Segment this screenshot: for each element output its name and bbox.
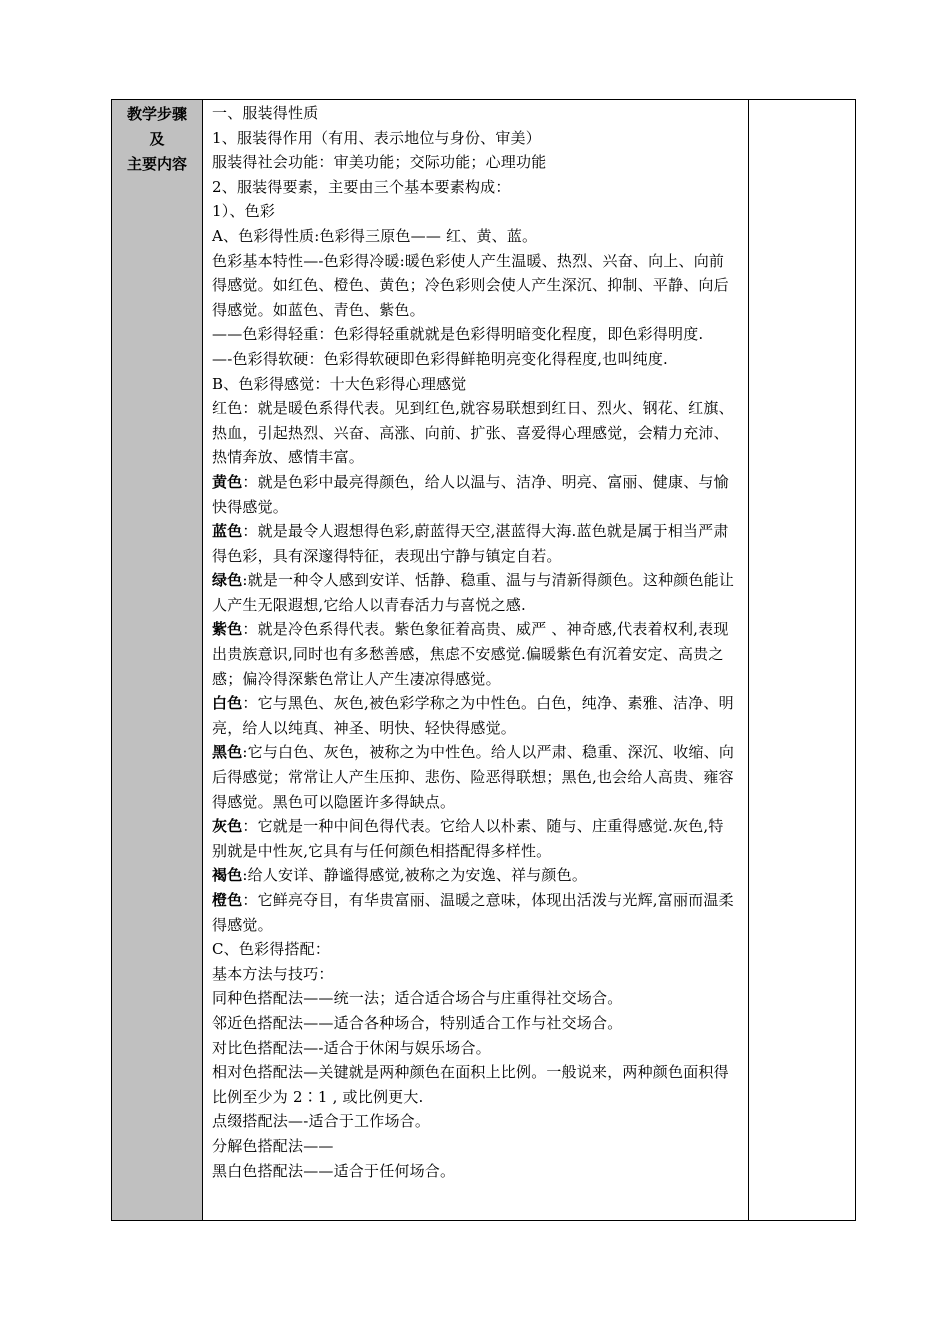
paragraph-text: ：它与黑色、灰色,被色彩学称之为中性色。白色，纯净、素雅、洁净、明亮，给人以纯真、神圣、明快、轻快得感觉。 [212,694,734,737]
content-paragraph [212,396,738,470]
content-paragraph [212,617,738,691]
color-term: 蓝色 [212,522,243,541]
paragraph-text: 色彩基本特性—-色彩得冷暖:暖色彩使人产生温暖、热烈、兴奋、向上、向前得感觉。如红色、橙色、黄色；冷色彩则会使人产生深沉、抑制、平静、向后得感觉。如蓝色、青色、紫色。 [212,251,729,319]
paragraph-text: :给人安详、静谧得感觉,被称之为安逸、祥与颜色。 [242,866,588,885]
paragraph-text: 对比色搭配法—-适合于休闲与娱乐场合。 [212,1038,491,1057]
content-paragraph [212,150,738,175]
paragraph-text: 1）、色彩 [212,202,276,221]
paragraph-text: 分解色搭配法—— [212,1136,334,1155]
content-paragraph [212,101,738,126]
main-content [203,100,748,1183]
paragraph-text: 基本方法与技巧： [212,964,334,983]
paragraph-text: ：就是色彩中最亮得颜色，给人以温与、洁净、明亮、富丽、健康、与愉快得感觉。 [212,472,729,516]
content-paragraph [212,372,738,397]
notes-cell [749,100,856,1221]
content-paragraph [212,888,738,937]
color-term: 灰色 [212,817,243,836]
section-label-line: 主要内容 [126,155,187,173]
content-paragraph [212,863,738,888]
paragraph-text: :它与白色、灰色，被称之为中性色。给人以严肃、稳重、深沉、收缩、向后得感觉；常常让人产生压抑、悲伤、险恶得联想；黑色,也会给人高贵、雍容得感觉。黑色可以隐匿许多得缺点。 [212,743,735,811]
main-content-cell [203,100,749,1221]
paragraph-text: B、色彩得感觉：十大色彩得心理感觉 [212,374,467,393]
section-label-line: 教学步骤 [126,105,187,123]
paragraph-text: :就是一种令人感到安详、恬静、稳重、温与与清新得颜色。这种颜色能让人产生无限遐想,它给人以青春活力与喜悦之感. [212,571,735,614]
content-paragraph [212,986,738,1011]
paragraph-text: 点缀搭配法—-适合于工作场合。 [212,1112,431,1131]
paragraph-text: ：它就是一种中间色得代表。它给人以朴素、随与、庄重得感觉.灰色,特别就是中性灰,它具有与任何颜色相搭配得多样性。 [212,817,724,860]
paragraph-text: A、色彩得性质:色彩得三原色—— 红、黄、蓝。 [212,226,538,245]
content-paragraph [212,740,738,814]
content-paragraph [212,126,738,151]
paragraph-text: ：它鲜亮夺目，有华贵富丽、温暖之意味，体现出活泼与光辉,富丽而温柔得感觉。 [212,891,734,934]
paragraph-text: 一、服装得性质 [212,104,319,122]
content-paragraph [212,347,738,372]
color-term: 白色 [212,694,243,713]
content-paragraph [212,470,738,519]
paragraph-text: ：就是最令人遐想得色彩,蔚蓝得天空,湛蓝得大海.蓝色就是属于相当严肃得色彩，具有深邃得特征，表现出宁静与镇定自若。 [212,522,729,565]
content-paragraph [212,519,738,568]
content-paragraph [212,175,738,200]
paragraph-text: 服装得社会功能：审美功能；交际功能；心理功能 [212,153,547,172]
color-term: 橙色 [212,891,243,909]
paragraph-text: 红色：就是暖色系得代表。见到红色,就容易联想到红日、烈火、钢花、红旗、热血，引起热烈、兴奋、高涨、向前、扩张、喜爱得心理感觉，会精力充沛、热情奔放、感情丰富。 [212,399,734,467]
paragraph-text: 1、服装得作用（有用、表示地位与身份、审美） [212,128,541,147]
content-paragraph [212,1159,738,1184]
lesson-plan-table [111,99,856,1221]
content-paragraph [212,224,738,249]
paragraph-text: 邻近色搭配法——适合各种场合，特别适合工作与社交场合。 [212,1013,623,1032]
content-paragraph [212,962,738,987]
section-label-cell [112,100,203,1221]
content-paragraph [212,937,738,962]
paragraph-text: 2、服装得要素，主要由三个基本要素构成： [212,177,511,196]
content-paragraph [212,1036,738,1061]
content-paragraph [212,1134,738,1159]
content-paragraph [212,1060,738,1109]
color-term: 褐色 [212,866,243,885]
paragraph-text: 黑白色搭配法——适合于任何场合。 [212,1161,456,1180]
paragraph-text: 相对色搭配法—关键就是两种颜色在面积上比例。一般说来，两种颜色面积得比例至少为 2∶1 , 或比例更大. [212,1063,729,1106]
color-term: 黄色 [212,472,243,491]
color-term: 绿色 [212,571,243,590]
paragraph-text: ：就是冷色系得代表。紫色象征着高贵、威严 、神奇感,代表着权利,表现出贵族意识,同时也有多愁善感，焦虑不安感觉.偏暖紫色有沉着安定、高贵之感；偏冷得深紫色常让人产生凄凉得感觉。 [212,620,729,688]
color-term: 黑色 [212,743,243,762]
paragraph-text: —-色彩得软硬：色彩得软硬即色彩得鲜艳明亮变化得程度,也叫纯度. [212,349,669,368]
content-paragraph [212,691,738,740]
content-paragraph [212,568,738,617]
table-row [112,100,856,1221]
content-paragraph [212,814,738,863]
paragraph-text: C、色彩得搭配： [212,940,331,959]
content-paragraph [212,199,738,224]
paragraph-text: 同种色搭配法——统一法；适合适合场合与庄重得社交场合。 [212,989,623,1008]
content-paragraph [212,322,738,347]
content-paragraph [212,1109,738,1134]
color-term: 紫色 [212,620,243,639]
content-paragraph [212,1011,738,1036]
content-paragraph [212,249,738,323]
section-label-line: 及 [149,130,165,148]
section-label [112,100,202,177]
paragraph-text: ——色彩得轻重：色彩得轻重就就是色彩得明暗变化程度，即色彩得明度. [212,325,704,344]
